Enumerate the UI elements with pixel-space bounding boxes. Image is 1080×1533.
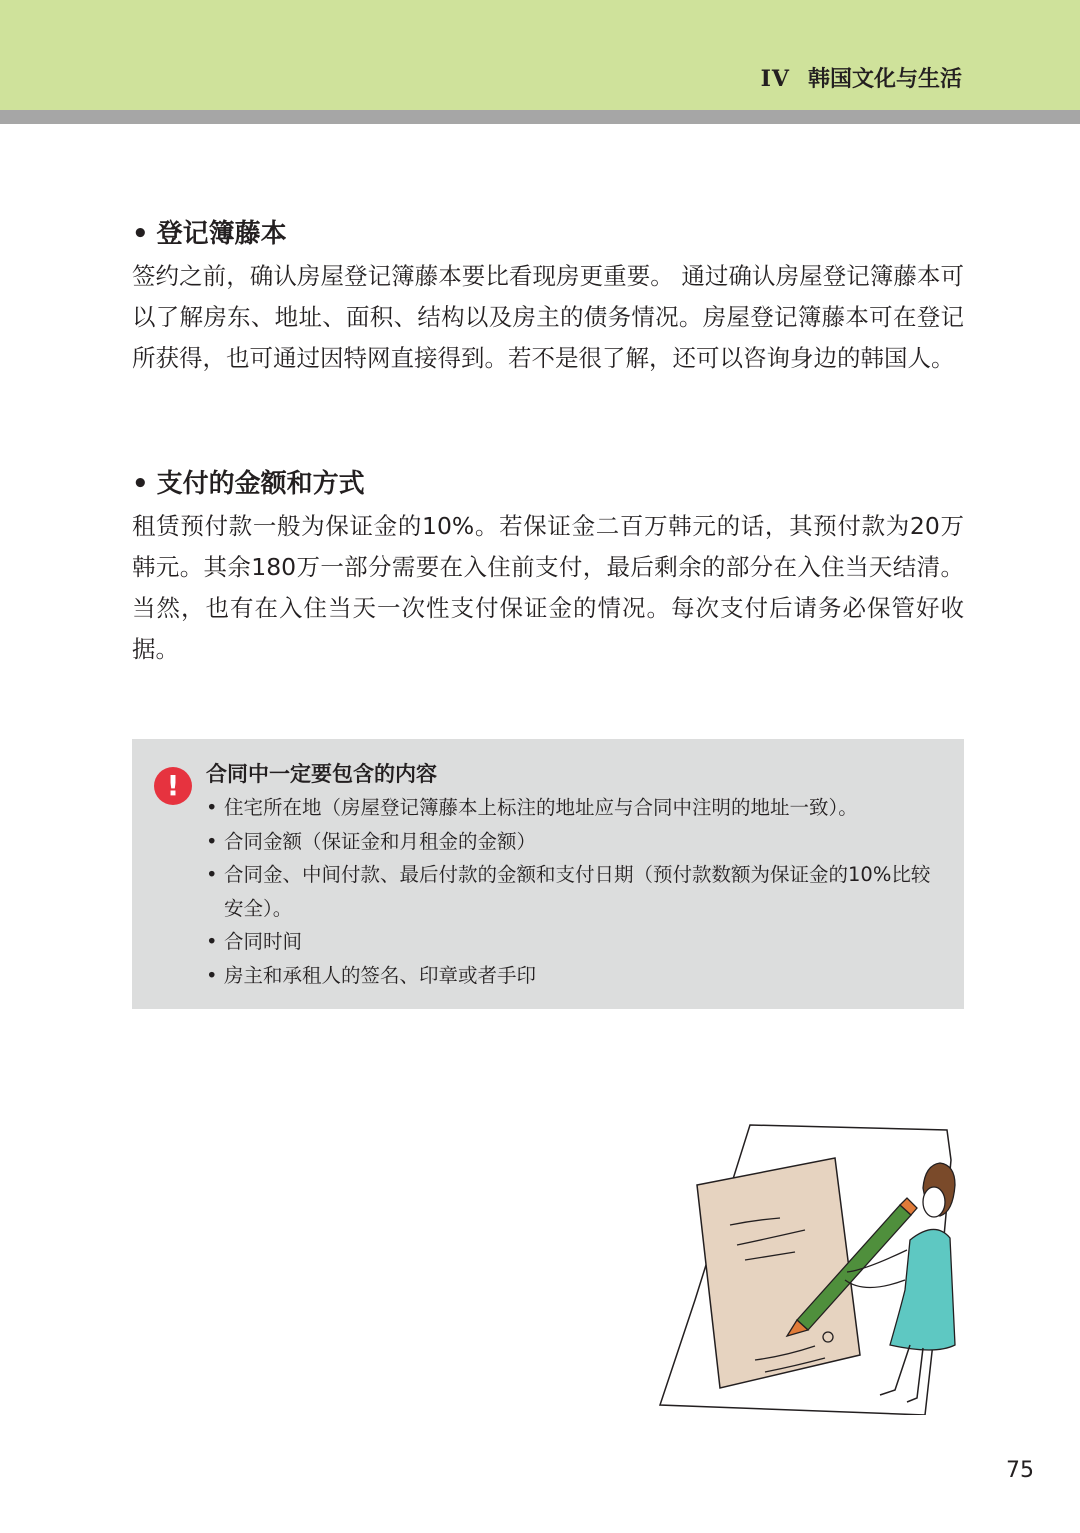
- section-body: 租赁预付款一般为保证金的10%。若保证金二百万韩元的话，其预付款为20万韩元。其余180万一部分需要在入住前支付，最后剩余的部分在入住当天结清。当然，也有在入住当天一次性支付保证金的情况。每次支付后请务必保管好收据。: [132, 512, 964, 663]
- section-registry: [132, 216, 964, 379]
- section-body: 签约之前，确认房屋登记簿藤本要比看现房更重要。 通过确认房屋登记簿藤本可以了解房东、地址、面积、结构以及房主的债务情况。房屋登记簿藤本可在登记所获得，也可通过因特网直接得到。若不是很了解，还可以咨询身边的韩国人。: [132, 262, 964, 372]
- section-title: [132, 466, 964, 502]
- signing-contract-illustration: [655, 1120, 960, 1415]
- bullet-icon: •: [132, 219, 149, 249]
- checklist: [206, 791, 946, 992]
- checklist-item: • 合同时间: [206, 925, 946, 959]
- checklist-item: • 合同金、中间付款、最后付款的金额和支付日期（预付款数额为保证金的10%比较安全）。: [206, 858, 946, 925]
- checklist-item: • 合同金额（保证金和月租金的金额）: [206, 825, 946, 859]
- chapter-title: 韩国文化与生活: [807, 67, 962, 92]
- header-stripe: [0, 110, 1080, 124]
- section-title-text: 支付的金额和方式: [156, 469, 365, 499]
- section-payment: [132, 466, 964, 670]
- callout-title: 合同中一定要包含的内容: [206, 762, 437, 786]
- checklist-item: • 房主和承租人的签名、印章或者手印: [206, 959, 946, 993]
- page-number: 75: [1006, 1458, 1034, 1483]
- face: [923, 1187, 945, 1217]
- chapter-roman-numeral: IV: [760, 66, 790, 92]
- contract-paper: [697, 1158, 860, 1388]
- bullet-icon: •: [132, 469, 149, 499]
- section-title-text: 登记簿藤本: [156, 219, 287, 249]
- section-title: [132, 216, 964, 252]
- contract-checklist-box: [132, 739, 964, 1009]
- checklist-item: • 住宅所在地（房屋登记簿藤本上标注的地址应与合同中注明的地址一致）。: [206, 791, 946, 825]
- header-band: [0, 0, 1080, 110]
- chapter-heading: [761, 62, 962, 93]
- exclamation-icon: !: [154, 767, 192, 805]
